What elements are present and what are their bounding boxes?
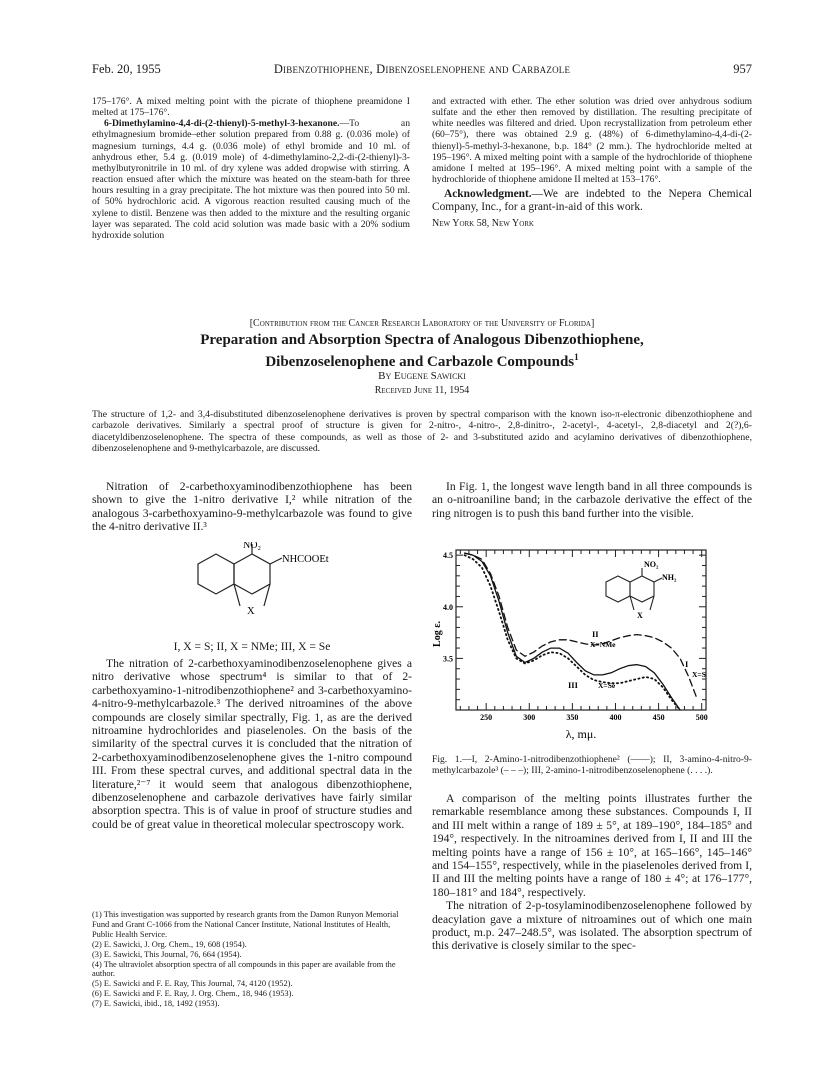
series-label-ii: II: [592, 629, 599, 639]
author-line: By Eugene Sawicki: [378, 370, 466, 382]
x-tick-label: 350: [566, 713, 579, 722]
body-paragraph-1: Nitration of 2-carbethoxyaminodibenzothiophene has been shown to give the 1-nitro derivative I,² while nitration of the analogous 3-carbethoxyamino-9-methylcarbazole was found to give the 4-nitro derivative II.³: [92, 480, 412, 534]
body-paragraph-3: In Fig. 1, the longest wave length band in all three compounds is an o-nitroaniline band; in the carbazole derivative the effect of the ring nitrogen is to push this band further into the visible.: [432, 480, 752, 520]
series-label-i: X=S: [692, 670, 706, 679]
structure-no2-label: NO₂: [243, 542, 261, 551]
left-body-1: [92, 480, 412, 534]
right-body-2: [432, 792, 752, 953]
y-tick-label: 4.5: [443, 551, 453, 561]
prev-article-left: [92, 96, 410, 241]
footnote: (3) E. Sawicki, This Journal, 76, 664 (1954).: [92, 949, 242, 959]
spectrum-chart: [430, 538, 720, 748]
y-tick-label: 4.0: [443, 602, 453, 612]
prev-article-right: [432, 96, 752, 229]
figure-1: [430, 538, 720, 748]
structure-nhcooet-label: NHCOOEt: [282, 554, 329, 565]
contribution-line: [Contribution from the Cancer Research Laboratory of the University of Florida]: [249, 318, 595, 329]
x-tick-label: 400: [609, 713, 622, 722]
experimental-heading: 6-Dimethylamino-4,4-di-(2-thienyl)-5-methyl-3-hexanone.: [104, 118, 340, 130]
series-label-iii: III: [568, 680, 578, 690]
footnote: (1) This investigation was supported by research grants from the Damon Runyon Memorial Fund and Grant C-1066 from the National Cancer Institute, National Institutes of Health, Public Health Service.: [92, 910, 399, 939]
inset-nh2-label: NH₂: [662, 573, 677, 582]
y-tick-label: 3.5: [443, 654, 453, 664]
header-date: Feb. 20, 1955: [92, 62, 161, 76]
y-axis-label: Log ε.: [432, 621, 443, 647]
abstract: The structure of 1,2- and 3,4-disubstituted dibenzoselenophene derivatives is proven by spectral comparison with the known iso-π-electronic dibenzothiophene and carbazole derivatives. Similarly a spectral proof of structure is given for 2-nitro-, 4-nitro-, 2,8-dinitro-, 2-acetyl-, 4-acetyl-, 2,8-diacetyl and 2(?),6-diacetyldibenzoselenophene. The spectra of these compounds, as well as those of 2- and 3-substituted azido and acylamino derivatives of dibenzothiophene, dibenzoselenophene and 9-methylcarbazole, are discussed.: [92, 409, 752, 454]
footnote: (2) E. Sawicki, J. Org. Chem., 19, 608 (1954).: [92, 939, 247, 949]
article-title: [92, 332, 752, 371]
prev-paragraph-1: 175–176°. A mixed melting point with the picrate of thiophene preamidone I melted at 175–176°.: [92, 96, 410, 119]
prev-paragraph-2: —To an ethylmagnesium bromide–ether solution prepared from 0.88 g. (0.036 mole) of magnesium turnings, 4.4 g. (0.036 mole) of ethyl bromide and 10 ml. of anhydrous ether, 5.4 g. (0.019 mole) of 4-dimethylamino-2,2-di-(2-thienyl)-3-methylbutyronitrile in 10 ml. of dry xylene was added dropwise with stirring. A reaction ensued after which the mixture was heated on the steam-bath for three hours resulting in a gray precipitate. The hot mixture was then poured into 50 ml. of 50% hydrochloric acid. A vigorous reaction resulted causing much of the xylene to distil. Benzene was then added to the mixture and the resulting organic layer was separated. The cold acid solution was made basic with a 20% sodium hydroxide solution: [92, 118, 410, 241]
footnote: (7) E. Sawicki, ibid., 18, 1492 (1953).: [92, 999, 220, 1009]
body-paragraph-2: The nitration of 2-carbethoxyaminodibenzoselenophene gives a nitro derivative whose spectrum⁴ is similar to that of 2-carbethoxyamino-1-nitrodibenzothiophene² and 3-carbethoxyamino-4-nitro-9-methylcarbazole.³ The derived nitroamines of the above compounds are closely similar spectrally, Fig. 1, as are the derived nitroamine hydrochlorides and piaselenoles. On the basis of the similarity of the spectral curves it is concluded that the nitration of 2-carbethoxyaminodibenzoselenophene gives the 1-nitro compound III. From these spectral curves, and additional spectral data in the literature,²⁻⁷ it would seem that analogous dibenzothiophene, dibenzoselenophene and carbazole derivatives have fairly similar absorption spectra. This is of value in proof of structure studies and could be of great value in theoretical molecular spectroscopy work.: [92, 657, 412, 831]
inset-no2-label: NO₂: [644, 560, 659, 569]
body-paragraph-5: The nitration of 2-p-tosylaminodibenzoselenophene followed by deacylation gave a mixture of nitroamines out of which one main product, m.p. 247–248.5°, was isolated. The absorption spectrum of this derivative is closely similar to the spec-: [432, 899, 752, 953]
structure-caption: I, X = S; II, X = NMe; III, X = Se: [173, 640, 331, 653]
right-body-1: [432, 480, 752, 520]
footnote: (5) E. Sawicki and F. E. Ray, This Journal, 74, 4120 (1952).: [92, 979, 293, 989]
received-line: Received June 11, 1954: [374, 385, 470, 396]
x-tick-label: 500: [695, 713, 708, 722]
inset-x-label: X: [637, 611, 643, 620]
title-line-2: Dibenzoselenophene and Carbazole Compounds: [265, 354, 575, 370]
left-body-2: [92, 657, 412, 831]
x-axis-label: λ, mμ.: [565, 727, 597, 741]
title-footnote-mark: 1: [574, 352, 579, 362]
location: New York 58, New York: [432, 218, 534, 230]
chemical-structure: [160, 542, 360, 638]
running-header: [92, 62, 752, 82]
x-tick-label: 450: [652, 713, 665, 722]
acknowledgment-text: —We are indebted to the Nepera Chemical Company, Inc., for a grant-in-aid of this work.: [432, 188, 752, 214]
footnote: (4) The ultraviolet absorption spectra of all compounds in this paper are available from the author.: [92, 959, 396, 979]
series-label-i: I: [685, 659, 689, 669]
x-tick-label: 300: [523, 713, 536, 722]
structure-x-label: X: [247, 606, 255, 617]
series-label-ii: X=NMe: [590, 640, 616, 649]
prev-paragraph-3: and extracted with ether. The ether solution was dried over anhydrous sodium sulfate and the ether then removed by distillation. The resulting precipitate of white needles was filtered and dried. Upon recrystallization from petroleum ether (60–75°), there was obtained 2.9 g. (48%) of 6-dimethylamino-4,4-di-(2-thienyl)-5-methyl-3-hexanone, b.p. 184° (2 mm.). The hydrochloride melted at 195–196°. A mixed melting point with a sample of the hydrochloride of thiophene amidone I melted at 195–196°. A mixed melting point with a sample of the hydrochloride of thiophene amidone II melted at 153–176°.: [432, 96, 752, 186]
footnote: (6) E. Sawicki and F. E. Ray, J. Org. Chem., 18, 946 (1953).: [92, 989, 294, 999]
acknowledgment-heading: Acknowledgment.: [444, 188, 532, 201]
page-number: 957: [733, 62, 752, 76]
inset-structure: [606, 568, 662, 610]
footnotes: [92, 910, 412, 1009]
title-line-1: Preparation and Absorption Spectra of Analogous Dibenzothiophene,: [200, 332, 644, 348]
figure-caption: Fig. 1.—I, 2-Amino-1-nitrodibenzothiophene² (——); II, 3-amino-4-nitro-9-methylcarbazole³ (– – –); III, 2-amino-1-nitrodibenzoselenophene (. . . .).: [432, 754, 752, 777]
header-title: Dibenzothiophene, Dibenzoselenophene and Carbazole: [273, 62, 571, 76]
body-paragraph-4: A comparison of the melting points illustrates further the remarkable resemblance among these substances. Compounds I, II and III melt within a range of 189 ± 5°, at 189–190°, 184–185° and 194°, respectively. In the nitroamines derived from I, II and III the melting points have a range of 156 ± 10°, at 165–166°, 145–146° and 154–155°, respectively, while in the piaselenoles derived from I, II and III the melting points have a range of 180 ± 4°; at 176–177°, 180–181° and 184°, respectively.: [432, 792, 752, 899]
x-tick-label: 250: [480, 713, 493, 722]
series-label-iii: X=Se: [598, 681, 616, 690]
